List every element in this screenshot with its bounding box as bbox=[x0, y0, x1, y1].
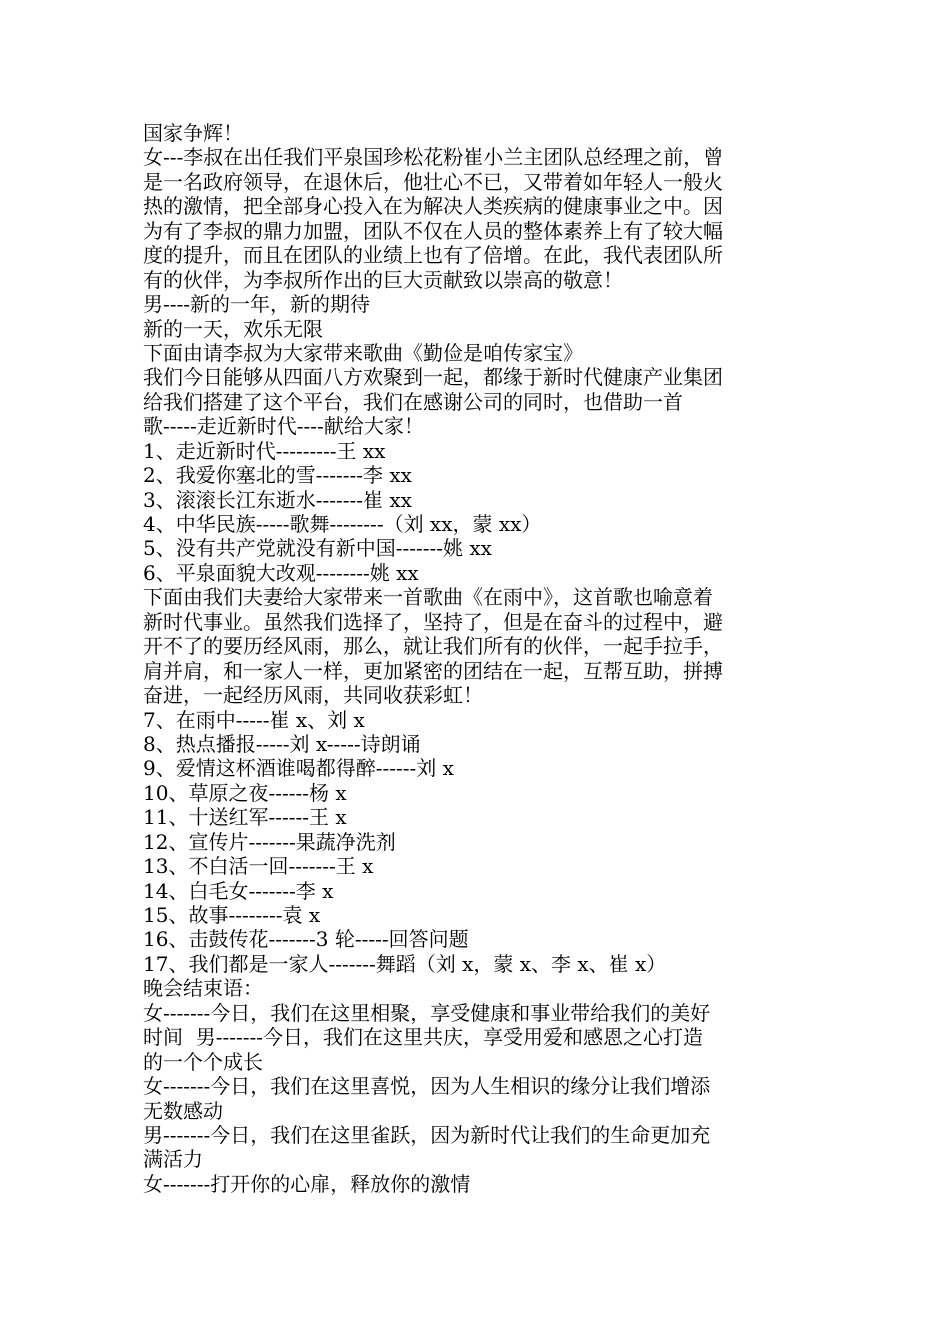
text-line: 男----新的一年，新的期待 bbox=[143, 292, 371, 317]
program-item: 5、没有共产党就没有新中国-------姚 xx bbox=[143, 536, 492, 561]
program-item: 8、热点播报-----刘 x-----诗朗诵 bbox=[143, 731, 421, 756]
text-line: 男-------今日，我们在这里雀跃，因为新时代让我们的生命更加充 bbox=[143, 1122, 711, 1147]
program-item: 2、我爱你塞北的雪-------李 xx bbox=[143, 463, 412, 488]
program-item: 13、不白活一回-------王 x bbox=[143, 854, 374, 879]
program-item: 3、滚滚长江东逝水-------崔 xx bbox=[143, 487, 412, 512]
text-line: 新时代事业。虽然我们选择了，坚持了，但是在奋斗的过程中，避 bbox=[143, 609, 723, 634]
text-line: 女-------打开你的心扉，释放你的激情 bbox=[143, 1171, 471, 1196]
text-line: 的一个个成长 bbox=[143, 1049, 263, 1074]
program-item: 10、草原之夜------杨 x bbox=[143, 780, 347, 805]
text-line: 无数感动 bbox=[143, 1098, 223, 1123]
text-line: 为有了李叔的鼎力加盟，团队不仅在人员的整体素养上有了较大幅 bbox=[143, 218, 723, 243]
document-body bbox=[143, 121, 808, 1196]
text-line: 开不了的要历经风雨，那么，就让我们所有的伙伴，一起手拉手， bbox=[143, 634, 723, 659]
text-line: 奋进，一起经历风雨，共同收获彩虹！ bbox=[143, 683, 483, 708]
program-item: 17、我们都是一家人-------舞蹈（刘 x，蒙 x、李 x、崔 x） bbox=[143, 951, 667, 976]
text-line: 有的伙伴，为李叔所作出的巨大贡献致以崇高的敬意！ bbox=[143, 267, 623, 292]
section-heading: 晚会结束语： bbox=[143, 976, 263, 1001]
program-item: 15、故事--------袁 x bbox=[143, 903, 321, 927]
text-line: 是一名政府领导，在退休后，他壮心不已，又带着如年轻人一般火 bbox=[143, 169, 723, 194]
text-line: 时间 男-------今日，我们在这里共庆，享受用爱和感恩之心打造 bbox=[143, 1025, 704, 1050]
program-item: 14、白毛女-------李 x bbox=[143, 878, 334, 903]
program-item: 7、在雨中-----崔 x、刘 x bbox=[143, 707, 365, 732]
text-line: 肩并肩，和一家人一样，更加紧密的团结在一起，互帮互助，拼搏 bbox=[143, 658, 723, 683]
text-line: 女-------今日，我们在这里喜悦，因为人生相识的缘分让我们增添 bbox=[143, 1074, 711, 1099]
program-item: 12、宣传片-------果蔬净洗剂 bbox=[143, 829, 396, 854]
program-item: 16、击鼓传花-------3 轮-----回答问题 bbox=[143, 927, 469, 952]
text-line: 新的一天，欢乐无限 bbox=[143, 316, 323, 341]
program-item: 9、爱情这杯酒谁喝都得醉------刘 x bbox=[143, 756, 454, 781]
program-item: 11、十送红军------王 x bbox=[143, 805, 347, 830]
text-line: 下面由我们夫妻给大家带来一首歌曲《在雨中》，这首歌也喻意着 bbox=[143, 585, 713, 610]
text-line: 女-------今日，我们在这里相聚，享受健康和事业带给我们的美好 bbox=[143, 1000, 711, 1025]
text-line: 歌-----走近新时代----献给大家！ bbox=[143, 414, 424, 439]
text-line: 热的激情，把全部身心投入在为解决人类疾病的健康事业之中。因 bbox=[143, 194, 723, 219]
text-line: 给我们搭建了这个平台，我们在感谢公司的同时，也借助一首 bbox=[143, 389, 683, 414]
text-line: 满活力 bbox=[143, 1147, 203, 1172]
text-line: 度的提升，而且在团队的业绩上也有了倍增。在此，我代表团队所 bbox=[143, 243, 723, 268]
program-item: 1、走近新时代---------王 xx bbox=[143, 438, 386, 463]
text-line: 下面由请李叔为大家带来歌曲《勤俭是咱传家宝》 bbox=[143, 340, 583, 365]
program-item: 6、平泉面貌大改观--------姚 xx bbox=[143, 560, 419, 585]
text-line: 国家争辉！ bbox=[143, 121, 243, 145]
program-item: 4、中华民族-----歌舞--------（刘 xx，蒙 xx） bbox=[143, 512, 542, 536]
text-line: 我们今日能够从四面八方欢聚到一起，都缘于新时代健康产业集团 bbox=[143, 365, 723, 390]
text-line: 女---李叔在出任我们平泉国珍松花粉崔小兰主团队总经理之前，曾 bbox=[143, 145, 724, 170]
